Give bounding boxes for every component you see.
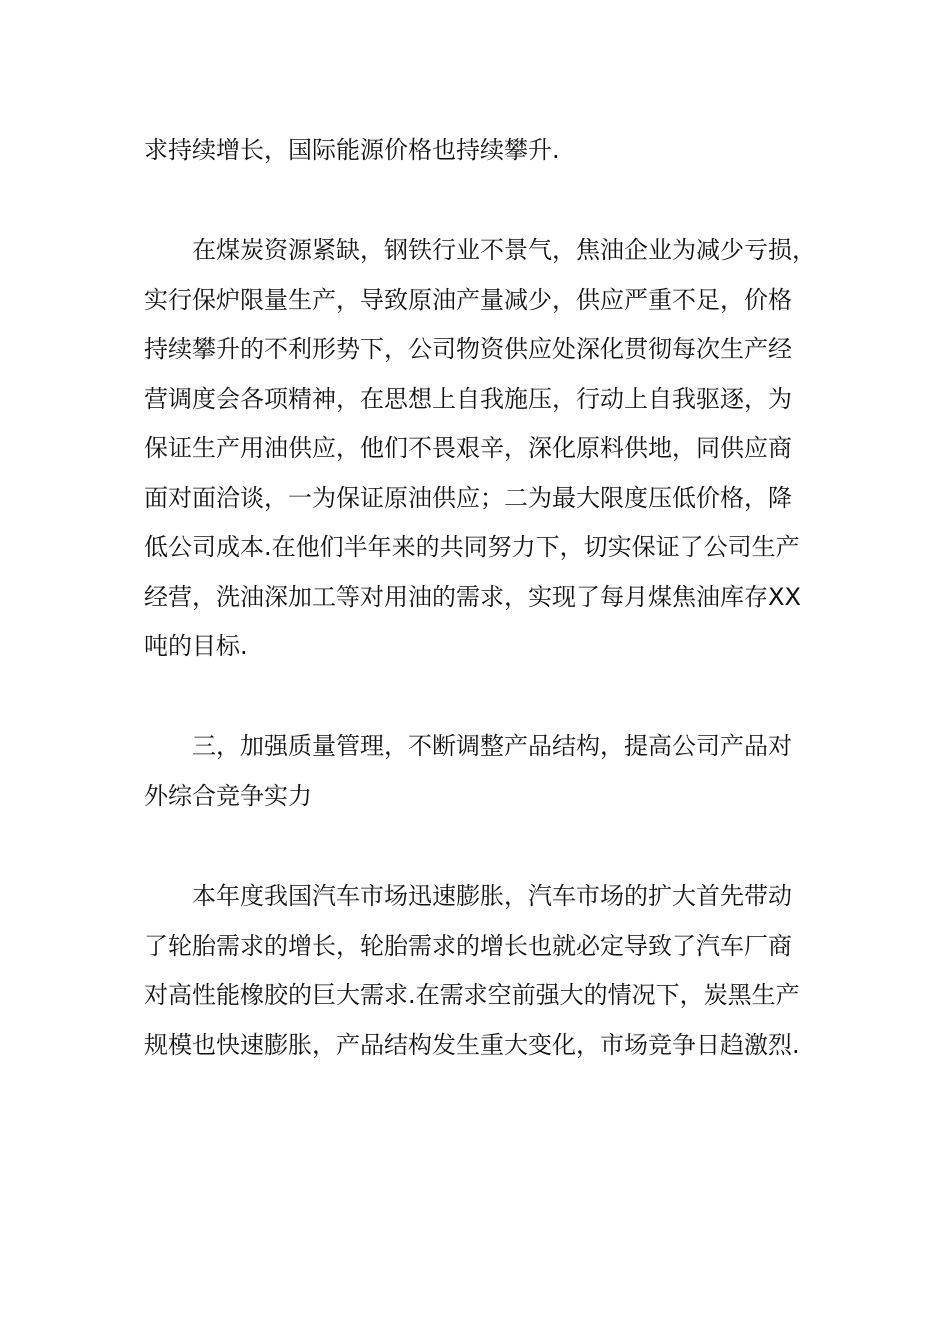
text-line: 本年度我国汽车市场迅速膨胀，汽车市场的扩大首先带动 bbox=[192, 882, 792, 910]
text-line: 在煤炭资源紧缺，钢铁行业不景气，焦油企业为减少亏损， bbox=[192, 236, 816, 264]
text-line: 对高性能橡胶的巨大需求.在需求空前强大的情况下，炭黑生产 bbox=[144, 981, 800, 1009]
text-line: 面对面洽谈，一为保证原油供应；二为最大限度压低价格，降 bbox=[144, 483, 792, 512]
text-line: 外综合竞争实力 bbox=[144, 781, 312, 810]
section-heading-quality bbox=[144, 722, 824, 821]
text-line: 三，加强质量管理，不断调整产品结构，提高公司产品对 bbox=[192, 732, 792, 760]
paragraph-auto-market bbox=[144, 872, 824, 1070]
text-line: 吨的目标. bbox=[144, 632, 248, 660]
text-line: 保证生产用油供应，他们不畏艰辛，深化原料供地，同供应商 bbox=[144, 434, 792, 462]
text-line: 低公司成本.在他们半年来的共同努力下，切实保证了公司生产 bbox=[144, 533, 800, 561]
text-line: 经营，洗油深加工等对用油的需求，实现了每月煤焦油库存XX bbox=[144, 582, 801, 611]
text-line: 规模也快速膨胀，产品结构发生重大变化，市场竞争日趋激烈. bbox=[144, 1030, 800, 1059]
text-line: 了轮胎需求的增长，轮胎需求的增长也就必定导致了汽车厂商 bbox=[144, 931, 792, 960]
paragraph-oil-supply bbox=[144, 226, 824, 672]
text-line: 求持续增长，国际能源价格也持续攀升. bbox=[144, 136, 560, 164]
paragraph-continuation bbox=[144, 126, 824, 176]
text-line: 实行保炉限量生产，导致原油产量减少，供应严重不足，价格 bbox=[144, 285, 792, 314]
text-line: 营调度会各项精神，在思想上自我施压，行动上自我驱逐，为 bbox=[144, 384, 792, 413]
text-line: 持续攀升的不利形势下，公司物资供应处深化贯彻每次生产经 bbox=[144, 335, 792, 363]
